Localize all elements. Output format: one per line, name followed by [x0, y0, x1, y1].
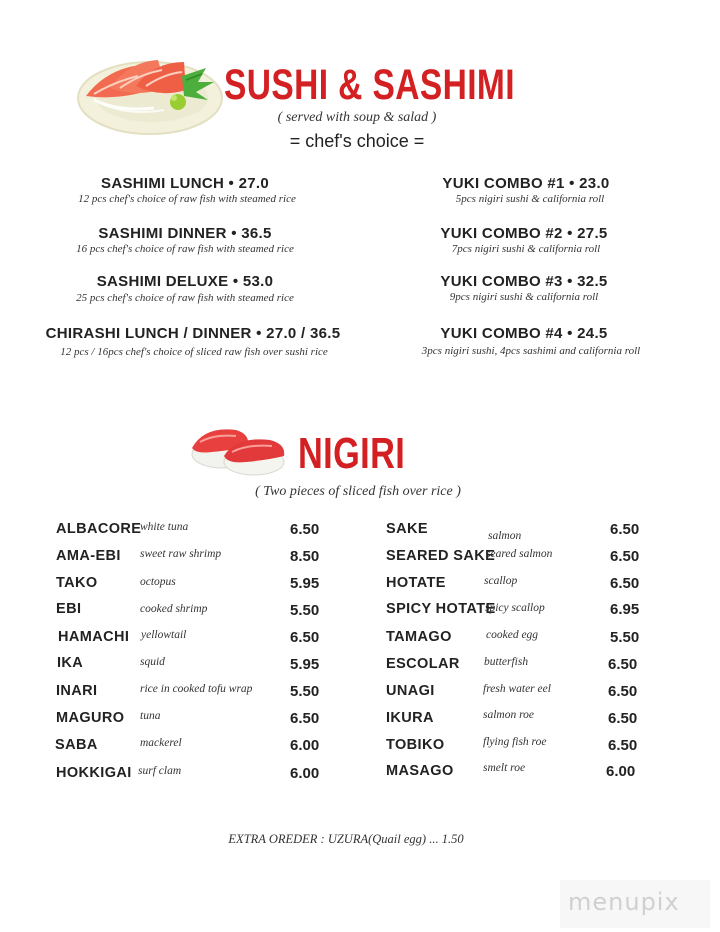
- menu-item-desc: 7pcs nigiri sushi & california roll: [451, 243, 601, 255]
- nigiri-price: 5.50: [290, 602, 320, 619]
- nigiri-price: 6.50: [610, 521, 640, 538]
- watermark-text: menupix: [568, 888, 680, 916]
- nigiri-title: NIGIRI: [298, 429, 406, 478]
- nigiri-price: 6.95: [610, 601, 640, 618]
- nigiri-price: 6.50: [608, 710, 638, 727]
- nigiri-name: ALBACORE: [56, 521, 142, 537]
- nigiri-desc: rice in cooked tofu wrap: [140, 683, 253, 695]
- nigiri-desc: salmon: [488, 530, 522, 542]
- nigiri-desc: squid: [140, 656, 165, 668]
- nigiri-desc: smelt roe: [483, 762, 526, 774]
- nigiri-desc: fresh water eel: [483, 683, 551, 695]
- menu-item-name: YUKI COMBO #3 • 32.5: [440, 273, 608, 290]
- nigiri-desc: flying fish roe: [483, 736, 547, 748]
- nigiri-price: 6.50: [290, 629, 320, 646]
- menu-item-desc: 25 pcs chef's choice of raw fish with steamed rice: [76, 292, 294, 304]
- nigiri-desc: yellowtail: [141, 629, 187, 641]
- nigiri-price: 6.50: [290, 710, 320, 727]
- nigiri-desc: salmon roe: [483, 709, 535, 721]
- nigiri-price: 6.50: [610, 575, 640, 592]
- sushi-subtitle: ( served with soup & salad ): [277, 110, 437, 125]
- nigiri-name: HOKKIGAI: [56, 765, 132, 781]
- nigiri-name: ESCOLAR: [386, 656, 460, 672]
- nigiri-desc: cooked shrimp: [140, 603, 208, 615]
- nigiri-desc: butterfish: [484, 656, 529, 668]
- nigiri-name: IKURA: [386, 710, 434, 726]
- nigiri-desc: mackerel: [140, 737, 182, 749]
- chefs-choice-label: = chef's choice =: [289, 131, 425, 151]
- nigiri-price: 5.95: [290, 575, 320, 592]
- nigiri-price: 6.50: [610, 548, 640, 565]
- sushi-sashimi-title: SUSHI & SASHIMI: [224, 61, 515, 109]
- nigiri-name: TOBIKO: [386, 737, 445, 753]
- menu-item-name: YUKI COMBO #1 • 23.0: [442, 175, 610, 192]
- menu-item-name: SASHIMI DINNER • 36.5: [98, 225, 272, 242]
- nigiri-desc: white tuna: [140, 521, 189, 533]
- nigiri-name: SAKE: [386, 521, 428, 537]
- nigiri-price: 6.00: [290, 737, 320, 754]
- nigiri-price: 6.00: [290, 765, 320, 782]
- watermark-badge: [560, 880, 710, 928]
- nigiri-name: EBI: [56, 601, 82, 617]
- nigiri-subtitle: ( Two pieces of sliced fish over rice ): [255, 484, 461, 499]
- menu-item-desc: 12 pcs chef's choice of raw fish with steamed rice: [78, 193, 296, 205]
- nigiri-desc: cooked egg: [486, 629, 539, 641]
- menu-item-desc: 5pcs nigiri sushi & california roll: [455, 193, 605, 205]
- nigiri-price: 6.50: [608, 683, 638, 700]
- nigiri-price: 6.00: [606, 763, 636, 780]
- nigiri-desc: seared salmon: [486, 548, 553, 560]
- nigiri-name: TAKO: [56, 575, 98, 591]
- nigiri-name: INARI: [56, 683, 98, 699]
- nigiri-name: SPICY HOTATE: [386, 601, 496, 617]
- nigiri-name: HAMACHI: [58, 629, 130, 645]
- sashimi-plate-illustration: [74, 52, 226, 138]
- nigiri-desc: spicy scallop: [485, 602, 545, 614]
- nigiri-name: MAGURO: [56, 710, 125, 726]
- nigiri-name: TAMAGO: [386, 629, 452, 645]
- nigiri-price: 6.50: [608, 737, 638, 754]
- menu-item-desc: 16 pcs chef's choice of raw fish with steamed rice: [76, 243, 294, 255]
- menu-item-desc: 3pcs nigiri sushi, 4pcs sashimi and california roll: [421, 345, 641, 357]
- menu-item-name: YUKI COMBO #2 • 27.5: [440, 225, 608, 242]
- nigiri-illustration: [188, 420, 292, 478]
- nigiri-name: MASAGO: [386, 763, 454, 779]
- menu-item-name: SASHIMI LUNCH • 27.0: [101, 175, 269, 192]
- nigiri-desc: octopus: [140, 576, 176, 588]
- nigiri-desc: sweet raw shrimp: [140, 548, 222, 560]
- nigiri-name: IKA: [57, 655, 84, 671]
- nigiri-price: 6.50: [608, 656, 638, 673]
- nigiri-desc: scallop: [484, 575, 518, 587]
- nigiri-price: 6.50: [290, 521, 320, 538]
- nigiri-price: 5.50: [290, 683, 320, 700]
- nigiri-price: 5.95: [290, 656, 320, 673]
- menu-item-name: SASHIMI DELUXE • 53.0: [96, 273, 274, 290]
- extra-order-note: EXTRA OREDER : UZURA(Quail egg) ... 1.50: [228, 832, 464, 846]
- nigiri-name: UNAGI: [386, 683, 435, 699]
- nigiri-name: AMA-EBI: [56, 548, 121, 564]
- menu-item-name: CHIRASHI LUNCH / DINNER • 27.0 / 36.5: [45, 325, 341, 342]
- nigiri-name: HOTATE: [386, 575, 446, 591]
- nigiri-name: SABA: [55, 737, 98, 753]
- nigiri-name: SEARED SAKE: [386, 548, 496, 564]
- menu-item-desc: 9pcs nigiri sushi & california roll: [449, 291, 599, 303]
- nigiri-price: 5.50: [610, 629, 640, 646]
- nigiri-price: 8.50: [290, 548, 320, 565]
- nigiri-desc: surf clam: [138, 765, 182, 777]
- nigiri-desc: tuna: [140, 710, 161, 722]
- menu-item-name: YUKI COMBO #4 • 24.5: [440, 325, 608, 342]
- menu-item-desc: 12 pcs / 16pcs chef's choice of sliced raw fish over sushi rice: [60, 346, 328, 358]
